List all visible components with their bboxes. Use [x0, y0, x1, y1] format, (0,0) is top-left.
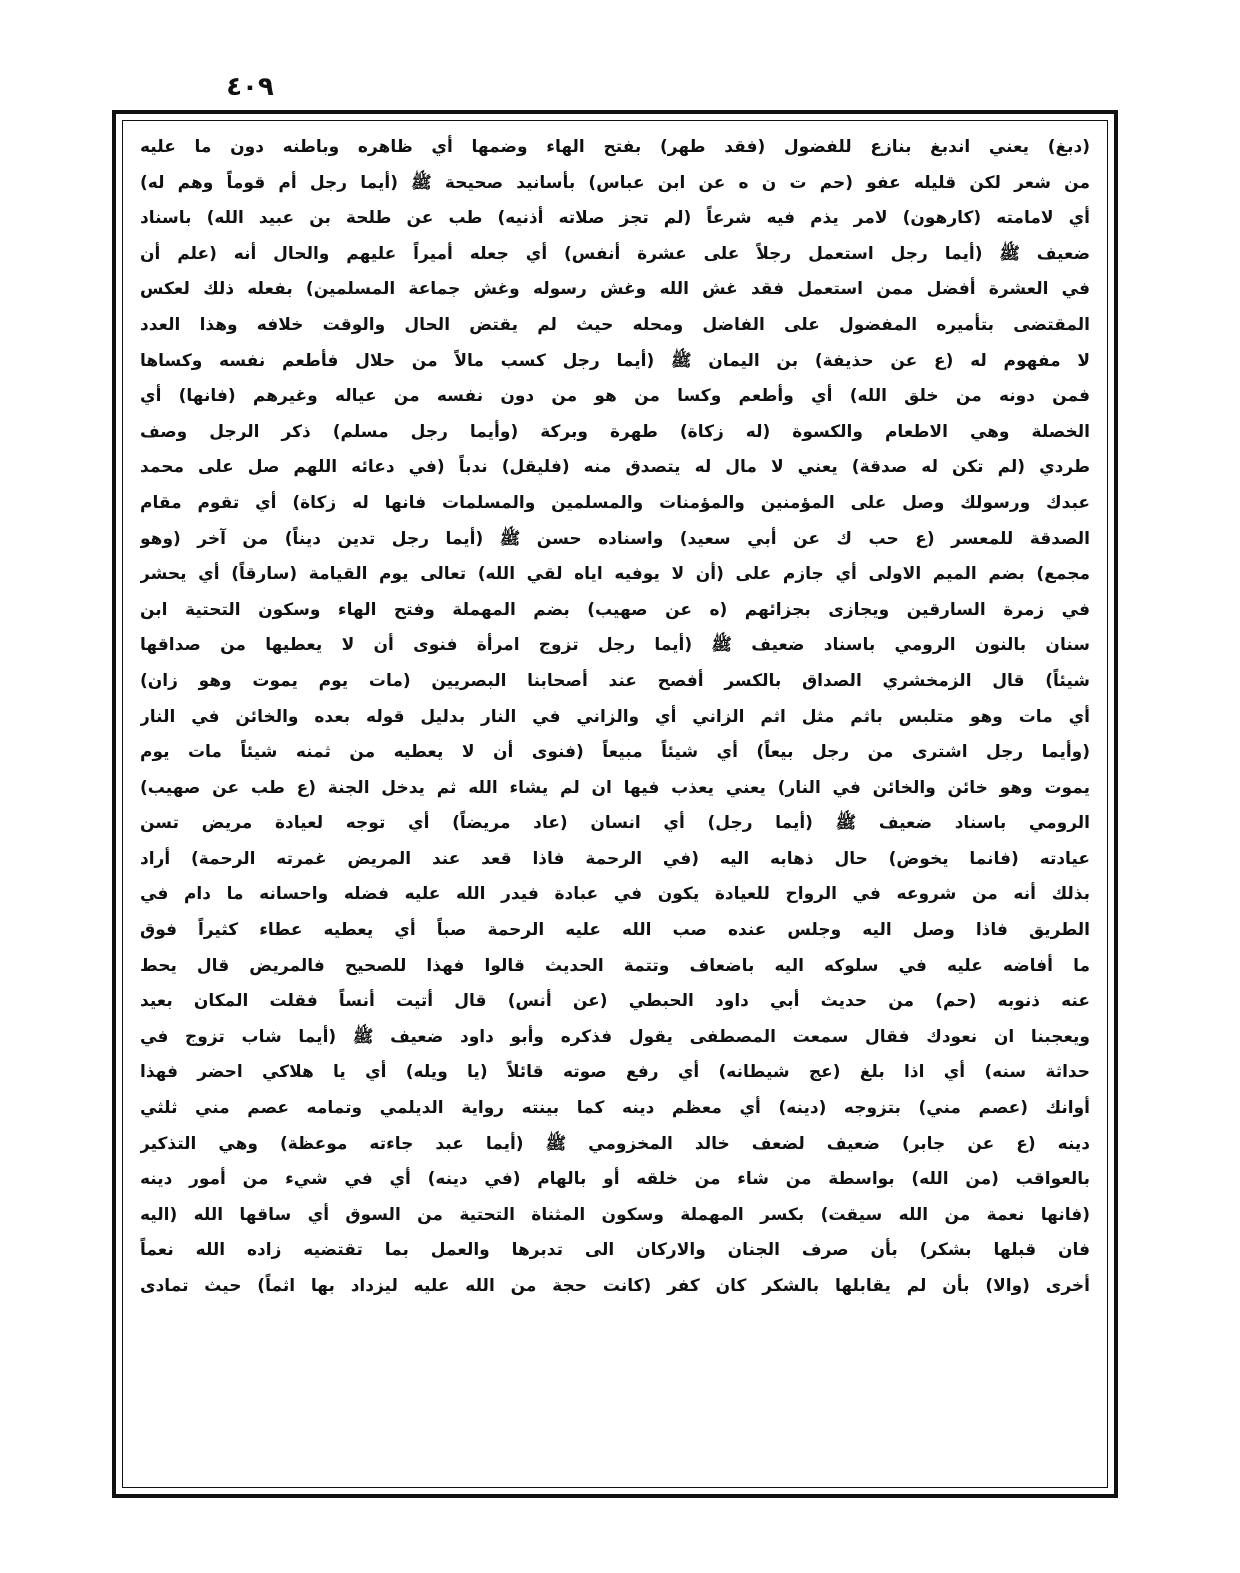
- text-line: فان قبلها بشكر) بأن صرف الجنان والاركان الى تدبرها والعمل بما تقتضيه زاده الله نعماً: [140, 1240, 1090, 1261]
- text-line: لا مفهوم له (ع عن حذيفة) بن اليمان ﷺ (أيما رجل كسب مالاً من حلال فأطعم نفسه وكساها: [140, 350, 1090, 371]
- text-line: بالعواقب (من الله) بواسطة من شاء من خلقه أو بالهام (في دينه) أي في شيء من أمور دينه: [140, 1169, 1090, 1190]
- text-line: الصدقة للمعسر (ع حب ك عن أبي سعيد) واسناده حسن ﷺ (أيما رجل تدين ديناً) من آخر (وهو: [140, 528, 1090, 549]
- text-line: (وأيما رجل اشترى من رجل بيعاً) أي شيئاً مبيعاً (فنوى أن لا يعطيه من ثمنه شيئاً مات يوم: [140, 742, 1090, 763]
- text-line: ما أفاضه عليه في سلوكه اليه باضعاف وتتمة الحديث قالوا فهذا للصحيح فالمريض قال يحط: [140, 955, 1090, 976]
- text-line: أوانك (عصم مني) بتزوجه (دينه) أي معظم دينه كما بينته رواية الديلمي وتمامه عصم مني ثلثي: [140, 1098, 1090, 1119]
- text-line: أي لامامته (كارهون) لامر يذم فيه شرعاً (لم تجز صلاته أذنيه) طب عن طلحة بن عبيد الله) باسناد: [140, 208, 1090, 229]
- page-number: ٤٠٩: [226, 72, 274, 102]
- text-line: عبدك ورسولك وصل على المؤمنين والمؤمنات والمسلمين والمسلمات فانها له زكاة) أي تقوم مقام: [140, 492, 1090, 513]
- text-line: سنان بالنون الرومي باسناد ضعيف ﷺ (أيما رجل تزوج امرأة فنوى أن لا يعطيها من صداقها: [140, 635, 1090, 656]
- text-line: بذلك أنه من شروعه في الرواح للعيادة يكون في عبادة فيدر الله عليه فضله واحسانه ما دام في: [140, 884, 1090, 905]
- text-line: مجمع) بضم الميم الاولى أي جازم على (أن لا يوفيه اياه لقي الله) تعالى يوم القيامة (سارقاً) أي يحشر: [140, 564, 1090, 585]
- text-line: فمن دونه من خلق الله) أي وأطعم وكسا من هو من دون نفسه من عياله وغيرهم (فانها) أي: [140, 386, 1090, 407]
- text-line: (دبغ) يعني اندبغ بنازع للفضول (فقد طهر) بفتح الهاء وضمها أي ظاهره وباطنه دون ما عليه: [140, 137, 1090, 157]
- text-line: حداثة سنه) أي اذا بلغ (عج شيطانه) أي رفع صوته قائلاً (يا ويله) أي يا هلاكي احضر فهذا: [140, 1062, 1090, 1083]
- text-line: في العشرة أفضل ممن استعمل فقد غش الله وغش رسوله وغش جماعة المسلمين) بفعله ذلك لعكس: [140, 279, 1090, 300]
- text-line: الخصلة وهي الاطعام والكسوة (له زكاة) طهرة وبركة (وأيما رجل مسلم) ذكر الرجل وصف: [140, 421, 1090, 442]
- text-line: المقتضى بتأميره المفضول على الفاضل ومحله حيث لم يقتض الحال والوقت خلافه وهذا العدد: [140, 314, 1090, 335]
- text-line: شيئاً) قال الزمخشري الصداق بالكسر أفصح عند أصحابنا البصريين (مات يوم يموت وهو زان): [140, 670, 1090, 691]
- text-line: ويعجبنا ان نعودك فقال سمعت المصطفى يقول فذكره وأبو داود ضعيف ﷺ (أيما شاب تزوج في: [140, 1026, 1090, 1047]
- text-line: (فانها نعمة من الله سيقت) بكسر المهملة وسكون المثناة التحتية من السوق أي ساقها الله (اليه: [140, 1204, 1090, 1225]
- text-line: الرومي باسناد ضعيف ﷺ (أيما رجل) أي انسان (عاد مريضاً) أي توجه لعيادة مريض تسن: [140, 813, 1090, 834]
- text-line: ضعيف ﷺ (أيما رجل استعمل رجلاً على عشرة أنفس) أي جعله أميراً عليهم والحال أنه (علم أن: [140, 243, 1090, 264]
- text-line: أخرى (والا) بأن لم يقابلها بالشكر كان كفر (كانت حجة من الله عليه ليزداد بها اثماً) حيث تمادى: [140, 1276, 1090, 1296]
- text-line: من شعر لكن قليله عفو (حم ت ن ه عن ابن عباس) بأسانيد صحيحة ﷺ (أيما رجل أم قوماً وهم له): [140, 172, 1090, 193]
- text-line: يموت وهو خائن والخائن في النار) يعني يعذب فيها ان لم يشاء الله ثم يدخل الجنة (ع طب عن صهيب): [140, 777, 1090, 798]
- text-line: الطريق فاذا وصل اليه وجلس عنده صب الله عليه الرحمة صباً أي يعطيه عطاء كثيراً فوق: [140, 920, 1090, 941]
- text-line: عيادته (فانما يخوض) حال ذهابه اليه (في الرحمة فاذا قعد عند المريض غمرته الرحمة) أراد: [140, 848, 1090, 869]
- text-line: عنه ذنوبه (حم) من حديث أبي داود الحبطي (عن أنس) قال أتيت أنساً فقلت المكان بعيد: [140, 991, 1090, 1012]
- commentary-text-block: [140, 130, 1090, 1482]
- text-line: أي مات وهو متلبس باثم مثل اثم الزاني أي والزاني في النار بدليل قوله بعده والخائن في النار: [140, 706, 1090, 727]
- text-line: طردي (لم تكن له صدقة) يعني لا مال له يتصدق منه (فليقل) ندباً (في دعائه اللهم صل على محمد: [140, 457, 1090, 478]
- text-line: دينه (ع عن جابر) ضعيف لضعف خالد المخزومي ﷺ (أيما عبد جاءته موعظة) وهي التذكير: [140, 1133, 1090, 1154]
- text-line: في زمرة السارقين ويجازى بجزائهم (ه عن صهيب) بضم المهملة وفتح الهاء وسكون التحتية ابن: [140, 599, 1090, 620]
